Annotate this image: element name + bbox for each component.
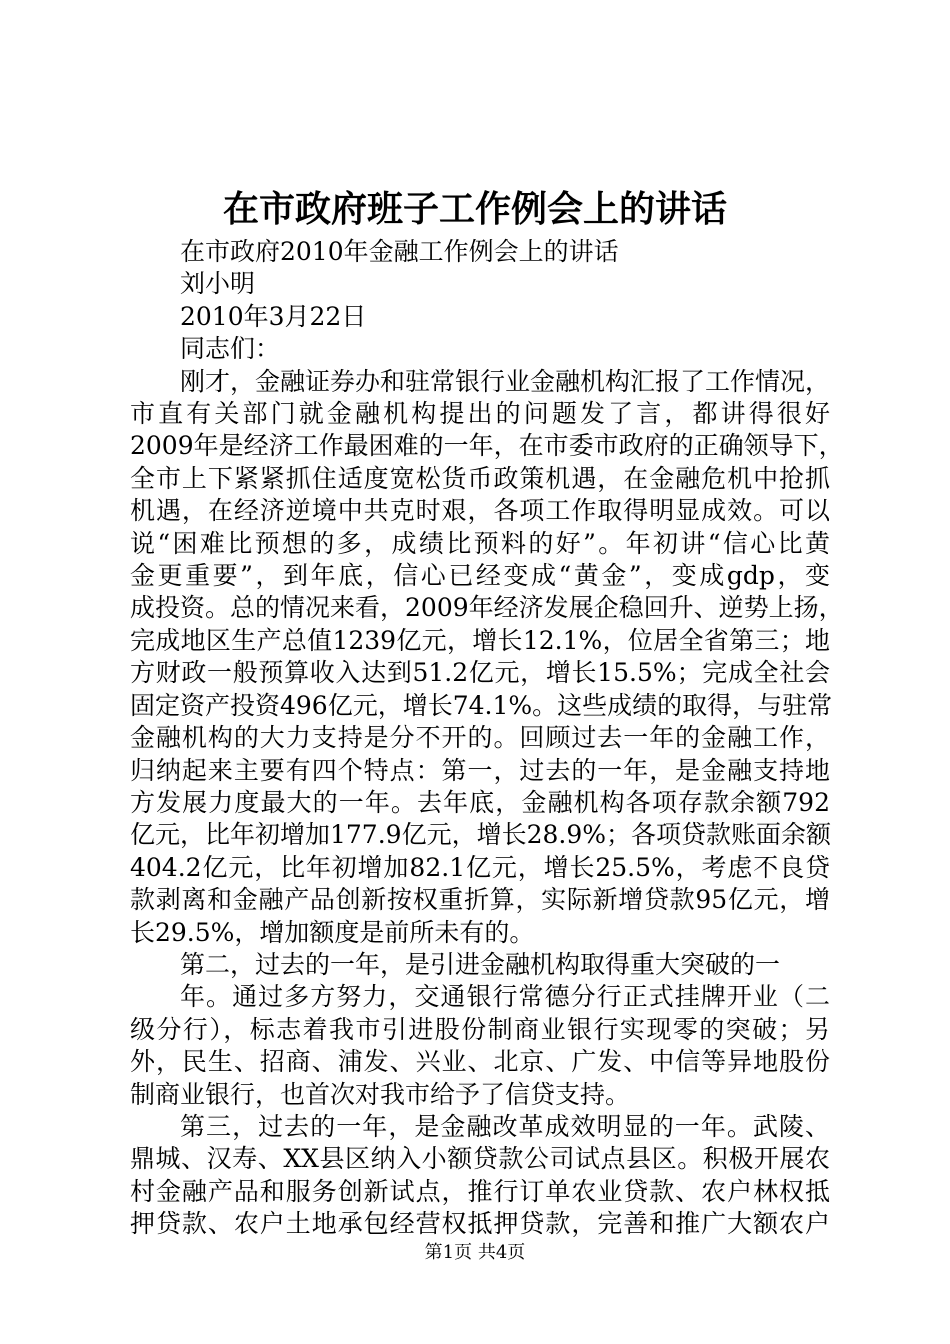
text-line: 方财政一般预算收入达到51.2亿元，增长15.5%；完成全社会	[130, 658, 830, 688]
paragraph-2	[130, 949, 830, 981]
author-name: 刘小明	[180, 269, 256, 299]
text-line: 方发展力度最大的一年。去年底，金融机构各项存款余额792	[130, 787, 830, 817]
document-body	[130, 236, 844, 1241]
text-line: 404.2亿元，比年初增加82.1亿元，增长25.5%，考虑不良贷	[130, 852, 830, 882]
text-line: 刚才，金融证券办和驻常银行业金融机构汇报了工作情况，	[180, 366, 831, 396]
text-line: 金更重要”，到年底，信心已经变成“黄金”，变成gdp，变	[130, 561, 830, 591]
speech-subtitle: 在市政府2010年金融工作例会上的讲话	[180, 237, 619, 266]
text-line: 第二，过去的一年，是引进金融机构取得重大突破的一	[180, 949, 781, 979]
text-line: 成投资。总的情况来看，2009年经济发展企稳回升、逆势上扬，	[130, 593, 844, 623]
text-line: 村金融产品和服务创新试点，推行订单农业贷款、农户林权抵	[130, 1176, 830, 1206]
text-line: 年。通过多方努力，交通银行常德分行正式挂牌开业（二	[180, 982, 830, 1012]
text-line: 2009年是经济工作最困难的一年，在市委市政府的正确领导下，	[130, 431, 844, 461]
paragraph-4	[130, 1111, 830, 1241]
text-line: 固定资产投资496亿元，增长74.1%。这些成绩的取得，与驻常	[130, 690, 833, 720]
paragraph-1	[130, 366, 844, 949]
document-title: 在市政府班子工作例会上的讲话	[222, 188, 727, 230]
salutation: 同志们：	[180, 334, 281, 364]
text-line: 市直有关部门就金融机构提出的问题发了言，都讲得很好	[130, 399, 830, 429]
text-line: 押贷款、农户土地承包经营权抵押贷款，完善和推广大额农户	[130, 1209, 830, 1239]
text-line: 全市上下紧紧抓住适度宽松货币政策机遇，在金融危机中抢抓	[130, 463, 830, 493]
text-line: 金融机构的大力支持是分不开的。回顾过去一年的金融工作，	[130, 723, 830, 753]
text-line: 级分行），标志着我市引进股份制商业银行实现零的突破；另	[130, 1014, 830, 1044]
paragraph-3	[130, 981, 830, 1111]
text-line: 款剥离和金融产品创新按权重折算，实际新增贷款95亿元，增	[130, 885, 830, 915]
text-line: 外，民生、招商、浦发、兴业、北京、广发、中信等异地股份	[130, 1047, 830, 1077]
text-line: 鼎城、汉寿、XX县区纳入小额贷款公司试点县区。积极开展农	[130, 1144, 830, 1174]
text-line: 第三，过去的一年，是金融改革成效明显的一年。武陵、	[180, 1111, 830, 1141]
text-line: 机遇，在经济逆境中共克时艰，各项工作取得明显成效。可以	[130, 496, 830, 526]
text-line: 长29.5%，增加额度是前所未有的。	[130, 917, 535, 947]
text-line: 制商业银行，也首次对我市给予了信贷支持。	[130, 1079, 631, 1109]
speech-date: 2010年3月22日	[180, 301, 367, 331]
page-footer: 第1页 共4页	[424, 1242, 526, 1263]
text-line: 归纳起来主要有四个特点：第一，过去的一年，是金融支持地	[130, 755, 830, 785]
text-line: 完成地区生产总值1239亿元，增长12.1%，位居全省第三；地	[130, 625, 830, 655]
text-line: 说“困难比预想的多，成绩比预料的好”。年初讲“信心比黄	[130, 528, 830, 558]
text-line: 亿元，比年初增加177.9亿元，增长28.9%；各项贷款账面余额	[130, 820, 831, 850]
